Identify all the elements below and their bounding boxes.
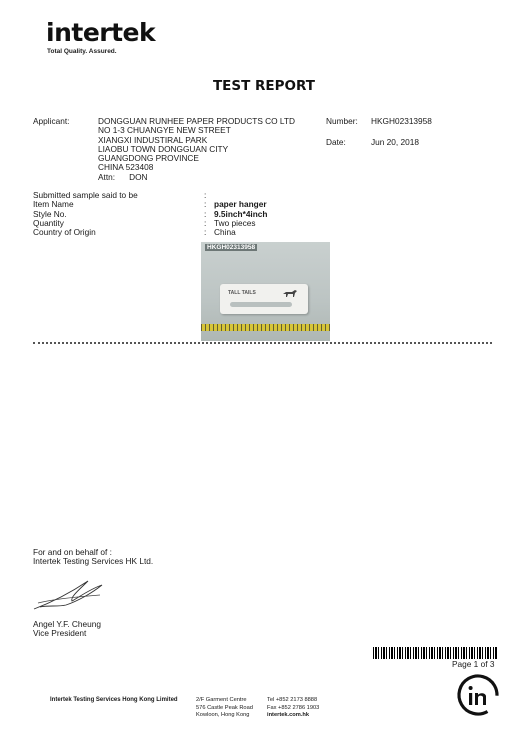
signer-name: Angel Y.F. Cheung (33, 619, 101, 629)
company-line: Intertek Testing Services HK Ltd. (33, 556, 154, 567)
address-line: GUANGDONG PROVINCE (98, 153, 199, 164)
footer-contact (267, 697, 319, 720)
dotted-divider (33, 342, 492, 344)
hanger-slot (230, 302, 292, 307)
page-indicator: Page 1 of 3 (452, 659, 495, 669)
footer-tel: Tel +852 2173 8888 (267, 697, 318, 703)
applicant-address (98, 117, 295, 182)
footer-address-line: Kowloon, Hong Kong (196, 712, 250, 718)
paper-hanger-image (220, 284, 308, 314)
field-label-quantity: Quantity (33, 217, 64, 228)
field-label-item-name: Item Name (33, 199, 74, 210)
dog-icon (282, 288, 298, 298)
footer-fax: Fax +852 2786 1903 (267, 704, 320, 711)
intertek-logo: intertek (46, 18, 156, 47)
address-line: NO 1-3 CHUANGYE NEW STREET (98, 125, 231, 136)
attn-value: DON (129, 171, 148, 182)
report-number-value: HKGH02313958 (371, 116, 432, 126)
address-line: CHINA 523408 (98, 162, 154, 173)
footer-address (196, 697, 253, 720)
report-title: TEST REPORT (212, 78, 316, 94)
signature-icon (30, 575, 110, 615)
logo-tagline: Total Quality. Assured. (47, 48, 117, 55)
field-label-country: Country of Origin (33, 227, 96, 238)
behalf-block (33, 548, 153, 567)
measuring-ruler (201, 324, 330, 331)
behalf-line: For and on behalf of : (33, 547, 112, 557)
footer-website: intertek.com.hk (267, 712, 310, 718)
field-value-style-no: 9.5inch*4inch (214, 208, 268, 219)
attn-label: Attn: (98, 171, 116, 182)
report-number-label: Number: (326, 116, 358, 126)
sample-field-labels (33, 191, 138, 237)
footer-address-line: 2/F Garment Centre (196, 697, 247, 703)
hanger-print-text: TALL TAILS (228, 290, 256, 296)
field-colons: : : : : : (204, 190, 207, 238)
address-line: XIANGXI INDUSTIRAL PARK (98, 134, 208, 145)
attn-row (98, 173, 295, 182)
footer-address-line: 576 Castle Peak Road (196, 704, 253, 711)
report-date-label: Date: (326, 137, 346, 147)
field-value-quantity: Two pieces (214, 217, 256, 228)
address-line: DONGGUAN RUNHEE PAPER PRODUCTS CO LTD (98, 116, 295, 126)
applicant-label: Applicant: (33, 116, 70, 126)
footer-company: Intertek Testing Services Hong Kong Limited (50, 697, 178, 703)
field-label-style-no: Style No. (33, 208, 67, 219)
intertek-in-icon (455, 672, 501, 718)
sample-intro: Submitted sample said to be (33, 190, 138, 200)
photo-report-label: HKGH02313958 (207, 244, 256, 251)
field-value-item-name: paper hanger (214, 199, 267, 210)
signer-title: Vice President (33, 628, 87, 639)
report-date-value: Jun 20, 2018 (371, 137, 419, 147)
sample-field-values (214, 191, 268, 237)
sample-photo (201, 242, 330, 341)
field-value-country: China (214, 227, 236, 238)
signer-block (33, 620, 101, 639)
address-line: LIAOBU TOWN DONGGUAN CITY (98, 143, 229, 154)
barcode (373, 647, 498, 659)
